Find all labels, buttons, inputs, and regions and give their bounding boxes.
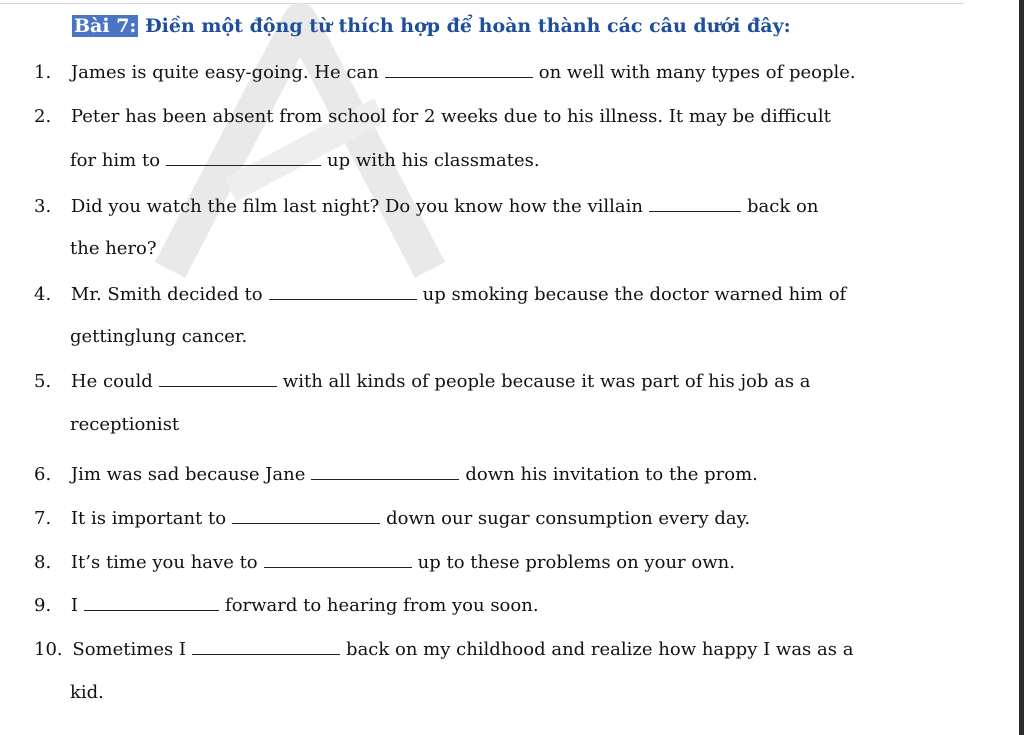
question-10	[34, 640, 853, 659]
exercise-instruction: Điền một động từ thích hợp để hoàn thành các câu dưới đây:	[145, 15, 791, 37]
question-text-before: I	[70, 595, 79, 616]
question-5	[34, 372, 811, 391]
question-number: 8.	[34, 552, 52, 573]
question-3-line2: the hero?	[70, 238, 157, 259]
question-text-after: down our sugar consumption every day.	[386, 508, 751, 529]
question-number: 1.	[34, 62, 52, 83]
right-edge-border	[1019, 0, 1024, 735]
exercise-label: Bài 7:	[74, 15, 137, 37]
question-text-after: on well with many types of people.	[538, 62, 856, 83]
question-4	[34, 285, 846, 304]
question-text-after: up to these problems on your own.	[417, 552, 735, 573]
answer-blank[interactable]	[311, 465, 459, 480]
question-text-after: back on	[747, 196, 819, 217]
answer-blank[interactable]	[84, 596, 219, 611]
question-8	[34, 553, 735, 572]
question-text-before: He could	[70, 371, 153, 392]
question-text-before: for him to	[70, 150, 161, 171]
answer-blank[interactable]	[232, 509, 380, 524]
question-text-after: with all kinds of people because it was part of his job as a	[282, 371, 811, 392]
question-text-after: down his invitation to the prom.	[465, 464, 758, 485]
question-text-after: back on my childhood and realize how happy I was as a	[346, 639, 854, 660]
question-number: 10.	[34, 639, 63, 660]
question-text-before: Jim was sad because Jane	[70, 464, 306, 485]
question-number: 6.	[34, 464, 52, 485]
question-text-after: up smoking because the doctor warned him of	[422, 284, 847, 305]
answer-blank[interactable]	[166, 151, 321, 166]
question-text-before: Sometimes I	[72, 639, 187, 660]
exercise-title	[72, 15, 791, 37]
question-5-line2: receptionist	[70, 414, 180, 435]
question-2-line2	[70, 151, 540, 170]
question-text-before: Did you watch the film last night? Do you know how the villain	[70, 196, 644, 217]
question-7	[34, 509, 750, 528]
question-number: 3.	[34, 196, 52, 217]
question-text-after: forward to hearing from you soon.	[225, 595, 539, 616]
answer-blank[interactable]	[264, 553, 412, 568]
question-4-line2: gettinglung cancer.	[70, 326, 248, 347]
answer-blank[interactable]	[192, 640, 340, 655]
question-number: 5.	[34, 371, 52, 392]
question-number: 2.	[34, 106, 52, 127]
question-text-before: Mr. Smith decided to	[70, 284, 263, 305]
question-text-after: up with his classmates.	[327, 150, 540, 171]
question-text-before: It’s time you have to	[70, 552, 258, 573]
question-number: 4.	[34, 284, 52, 305]
question-10-line2: kid.	[70, 682, 104, 703]
question-6	[34, 465, 758, 484]
question-text-before: It is important to	[70, 508, 227, 529]
answer-blank[interactable]	[649, 197, 741, 212]
question-3	[34, 197, 818, 216]
question-1	[34, 63, 856, 82]
answer-blank[interactable]	[269, 285, 417, 300]
question-text-before: James is quite easy-going. He can	[70, 62, 379, 83]
question-number: 9.	[34, 595, 52, 616]
question-9	[34, 596, 539, 615]
question-number: 7.	[34, 508, 52, 529]
question-text-line1: Peter has been absent from school for 2 weeks due to his illness. It may be difficult	[70, 106, 831, 127]
answer-blank[interactable]	[385, 63, 533, 78]
answer-blank[interactable]	[159, 372, 277, 387]
top-rule	[0, 3, 964, 4]
question-2	[34, 108, 831, 126]
